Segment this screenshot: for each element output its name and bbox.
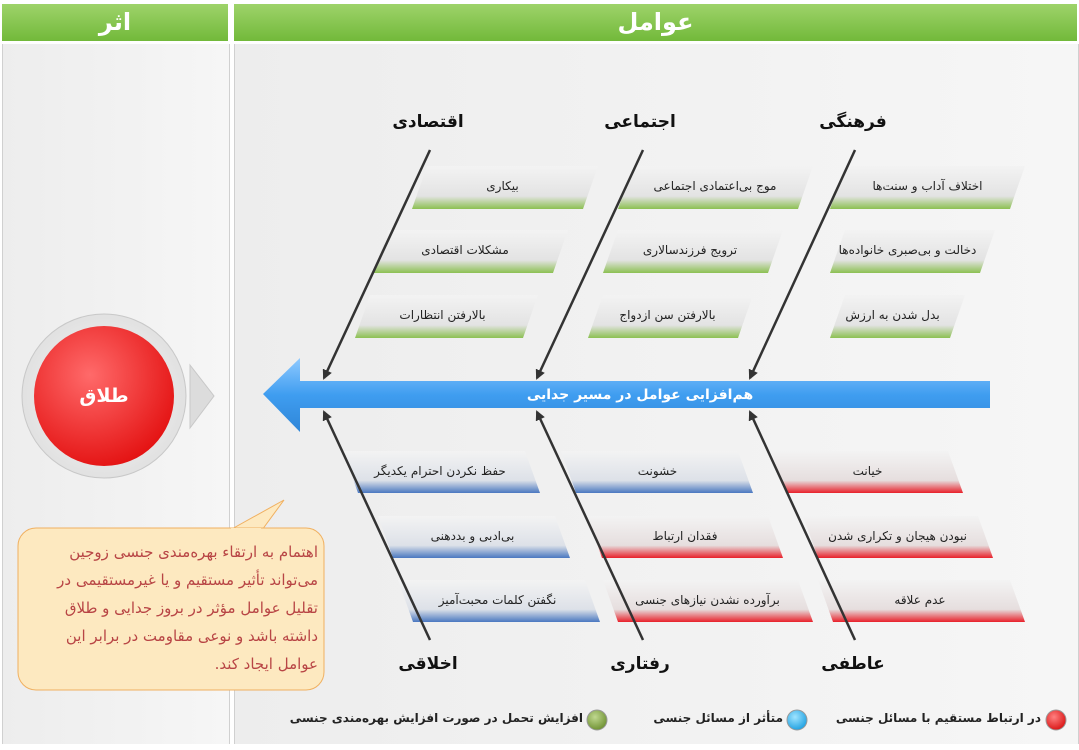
factor-label: عدم علاقه xyxy=(894,593,946,607)
legend-red-label: در ارتباط مستقیم با مسائل جنسی xyxy=(835,711,1041,725)
note-text: اهتمام به ارتقاء بهره‌مندی جنسی زوجین می‌تواند تأثیر مستقیم و یا غیرمستقیمی در تقلیل عوامل مؤثر در بروز جدایی و طلاق داشته باشد و نوعی مقاومت در برابر این عوامل ایجاد کند. xyxy=(57,543,318,673)
legend-blue-dot xyxy=(787,710,807,730)
category-emotional: عاطفی xyxy=(821,654,885,674)
factors-header: عوامل xyxy=(234,4,1077,41)
factor-label: بالارفتن انتظارات xyxy=(399,308,486,322)
category-cultural: فرهنگی xyxy=(819,112,887,132)
category-moral: اخلاقی xyxy=(398,654,458,674)
legend-blue-label: متأثر از مسائل جنسی xyxy=(653,711,783,725)
factor-label: فقدان ارتباط xyxy=(652,529,718,543)
factor-label: بی‌ادبی و بددهنی xyxy=(430,529,515,543)
legend-green-dot xyxy=(587,710,607,730)
legend-green-label: افزایش تحمل در صورت افزایش بهره‌مندی جنسی xyxy=(289,711,583,725)
factor-label: خیانت xyxy=(852,464,883,478)
spine-label: هم‌افزایی عوامل در مسیر جدایی xyxy=(526,387,754,403)
factor-label: خشونت xyxy=(637,464,678,478)
factor-label: ترویج فرزندسالاری xyxy=(642,243,738,257)
effect-header: اثر xyxy=(2,4,228,41)
factor-label: اختلاف آداب و سنت‌ها xyxy=(872,179,983,193)
factor-label: مشکلات اقتصادی xyxy=(421,243,509,257)
legend-red-dot xyxy=(1046,710,1066,730)
factor-label: موج بی‌اعتمادی اجتماعی xyxy=(653,179,777,193)
category-behavioral: رفتاری xyxy=(610,654,670,674)
factor-label: بالارفتن سن ازدواج xyxy=(619,308,716,322)
factor-label: بیکاری xyxy=(486,179,519,193)
factor-label: برآورده نشدن نیازهای جنسی xyxy=(635,593,780,607)
factor-label: بدل شدن به ارزش xyxy=(845,308,940,322)
factor-label: نبودن هیجان و تکراری شدن xyxy=(828,529,967,543)
factor-label: نگفتن کلمات محبت‌آمیز xyxy=(438,593,557,607)
divorce-label: طلاق xyxy=(79,385,129,407)
factor-label: دخالت و بی‌صبری خانواده‌ها xyxy=(838,243,977,257)
category-economic: اقتصادی xyxy=(392,112,464,132)
factor-label: حفظ نکردن احترام یکدیگر xyxy=(374,464,506,478)
category-social: اجتماعی xyxy=(604,112,676,132)
